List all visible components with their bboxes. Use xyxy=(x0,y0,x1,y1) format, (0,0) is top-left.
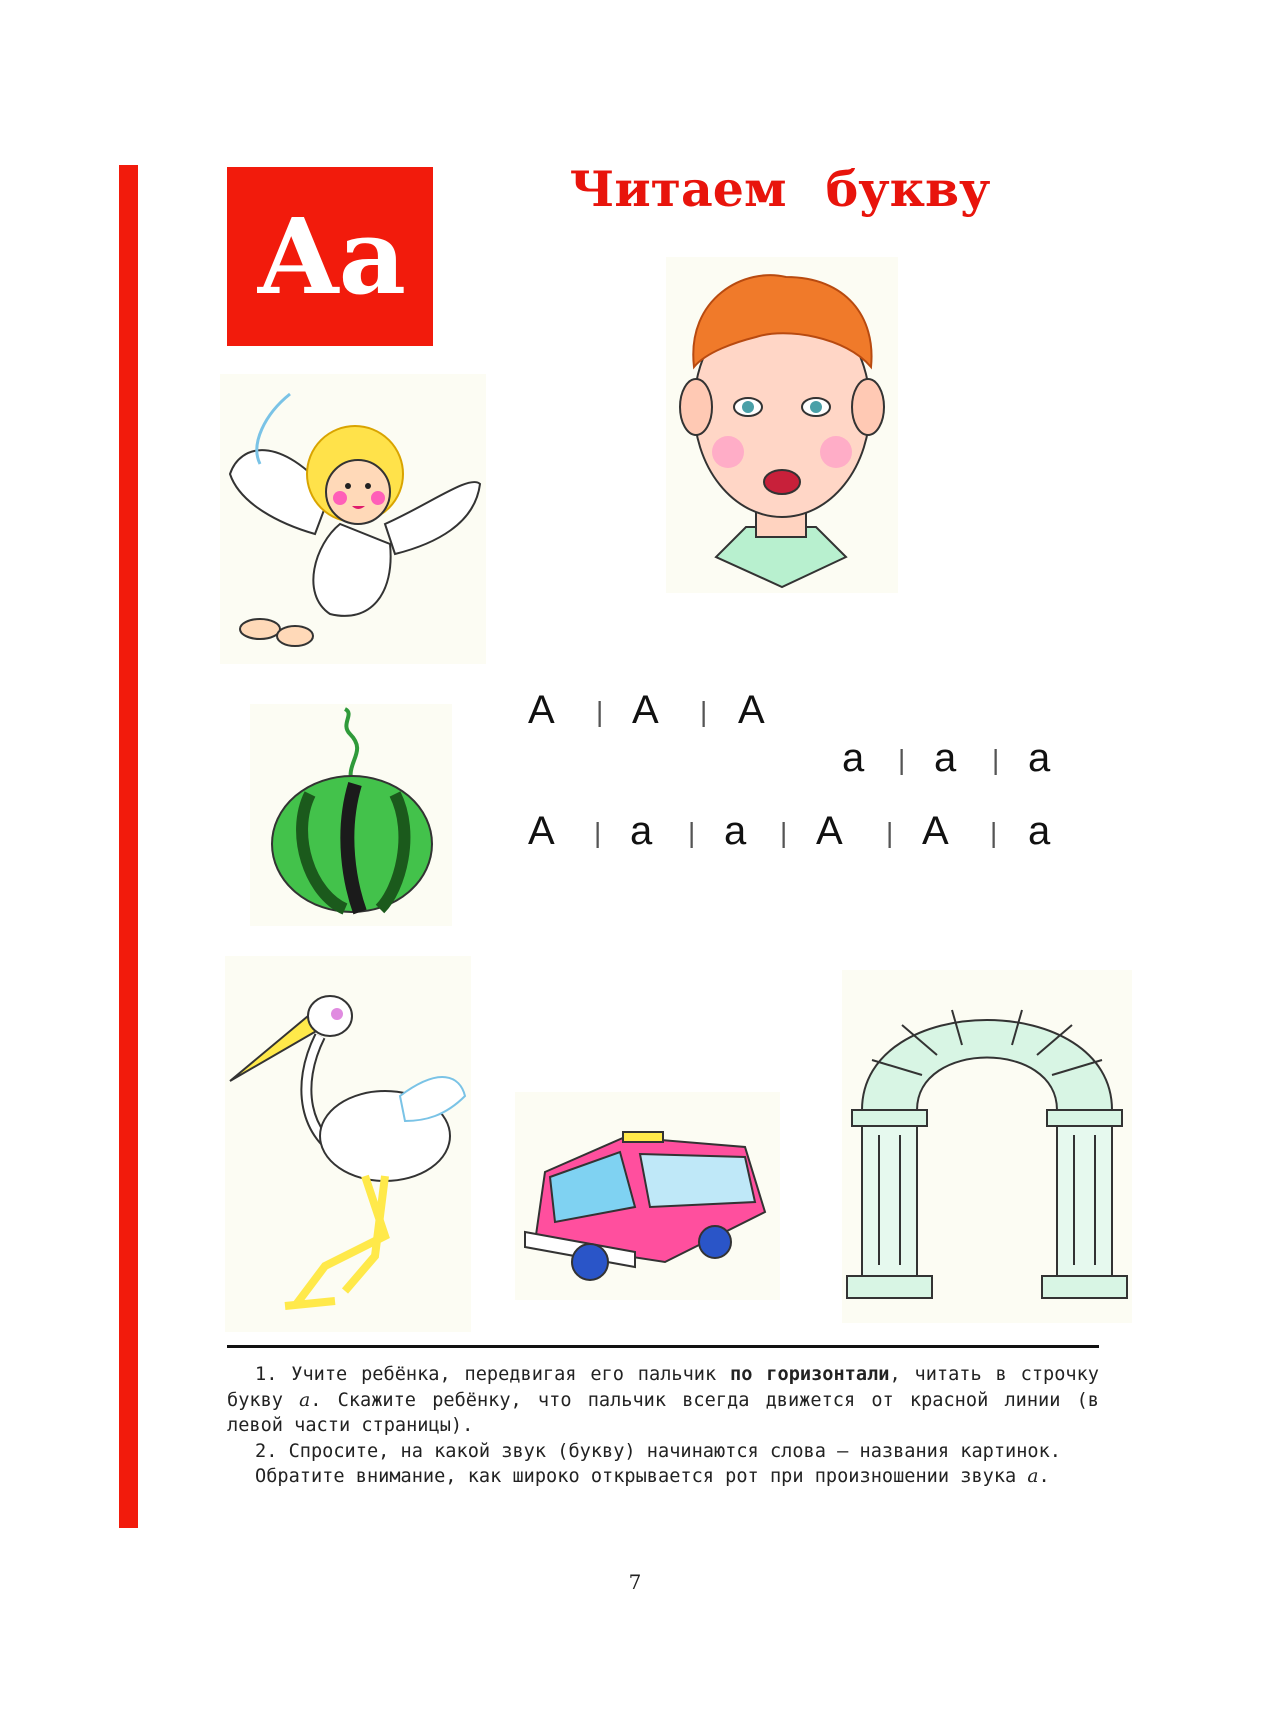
instruction-text: 1. Учите ребёнка, передвигая его пальчик xyxy=(255,1364,731,1385)
letter: А xyxy=(528,809,555,853)
letter-badge xyxy=(227,167,433,346)
instruction-letter: а xyxy=(1027,1466,1039,1487)
letter: А xyxy=(528,688,555,732)
letter-separator: | xyxy=(992,744,1000,775)
angel-icon xyxy=(220,374,486,664)
letter: А xyxy=(738,688,765,732)
letter: а xyxy=(1028,736,1051,780)
letter-badge-text: Аа xyxy=(255,195,405,318)
letter: А xyxy=(632,688,659,732)
section-divider xyxy=(227,1345,1099,1348)
instructions xyxy=(227,1362,1099,1490)
letter: А xyxy=(922,809,949,853)
instruction-letter: а xyxy=(299,1389,311,1411)
bus-icon xyxy=(515,1092,780,1300)
letter-separator: | xyxy=(594,817,602,848)
instruction-paragraph-3 xyxy=(227,1464,1099,1490)
instruction-text: , читать в строчку букву xyxy=(227,1364,1099,1411)
letter: а xyxy=(842,736,865,780)
letter: А xyxy=(816,809,843,853)
letter: а xyxy=(1028,809,1051,853)
letter-separator: | xyxy=(688,817,696,848)
letter-row-1 xyxy=(0,688,1270,738)
stork-picture xyxy=(225,956,471,1332)
letter: а xyxy=(630,809,653,853)
instruction-bold-text: по горизонтали xyxy=(730,1364,890,1385)
letter-separator: | xyxy=(700,696,708,727)
boy-picture xyxy=(666,257,898,593)
letter-row-3 xyxy=(0,809,1270,859)
instruction-paragraph-1 xyxy=(227,1362,1099,1439)
boy-face-icon xyxy=(666,257,898,593)
letter-separator: | xyxy=(990,817,998,848)
stork-icon xyxy=(225,956,471,1332)
instruction-text: . xyxy=(1038,1466,1050,1487)
letter-row-2 xyxy=(0,736,1270,786)
letter: а xyxy=(724,809,747,853)
bus-picture xyxy=(515,1092,780,1300)
arch-icon xyxy=(842,970,1132,1323)
letter: а xyxy=(934,736,957,780)
letter-separator: | xyxy=(886,817,894,848)
arch-picture xyxy=(842,970,1132,1323)
letter-separator: | xyxy=(596,696,604,727)
instruction-text: . Скажите ребёнку, что пальчик всегда движется от красной линии (в левой части страницы). xyxy=(227,1389,1099,1436)
instruction-paragraph-2: 2. Спросите, на какой звук (букву) начинаются слова — названия картинок. xyxy=(255,1440,1061,1462)
page-number: 7 xyxy=(628,1570,642,1594)
page-title: Читаем букву xyxy=(569,160,991,218)
angel-picture xyxy=(220,374,486,664)
letter-separator: | xyxy=(898,744,906,775)
letter-separator: | xyxy=(780,817,788,848)
instruction-text: Обратите внимание, как широко открывается рот при произношении звука xyxy=(255,1466,1028,1487)
